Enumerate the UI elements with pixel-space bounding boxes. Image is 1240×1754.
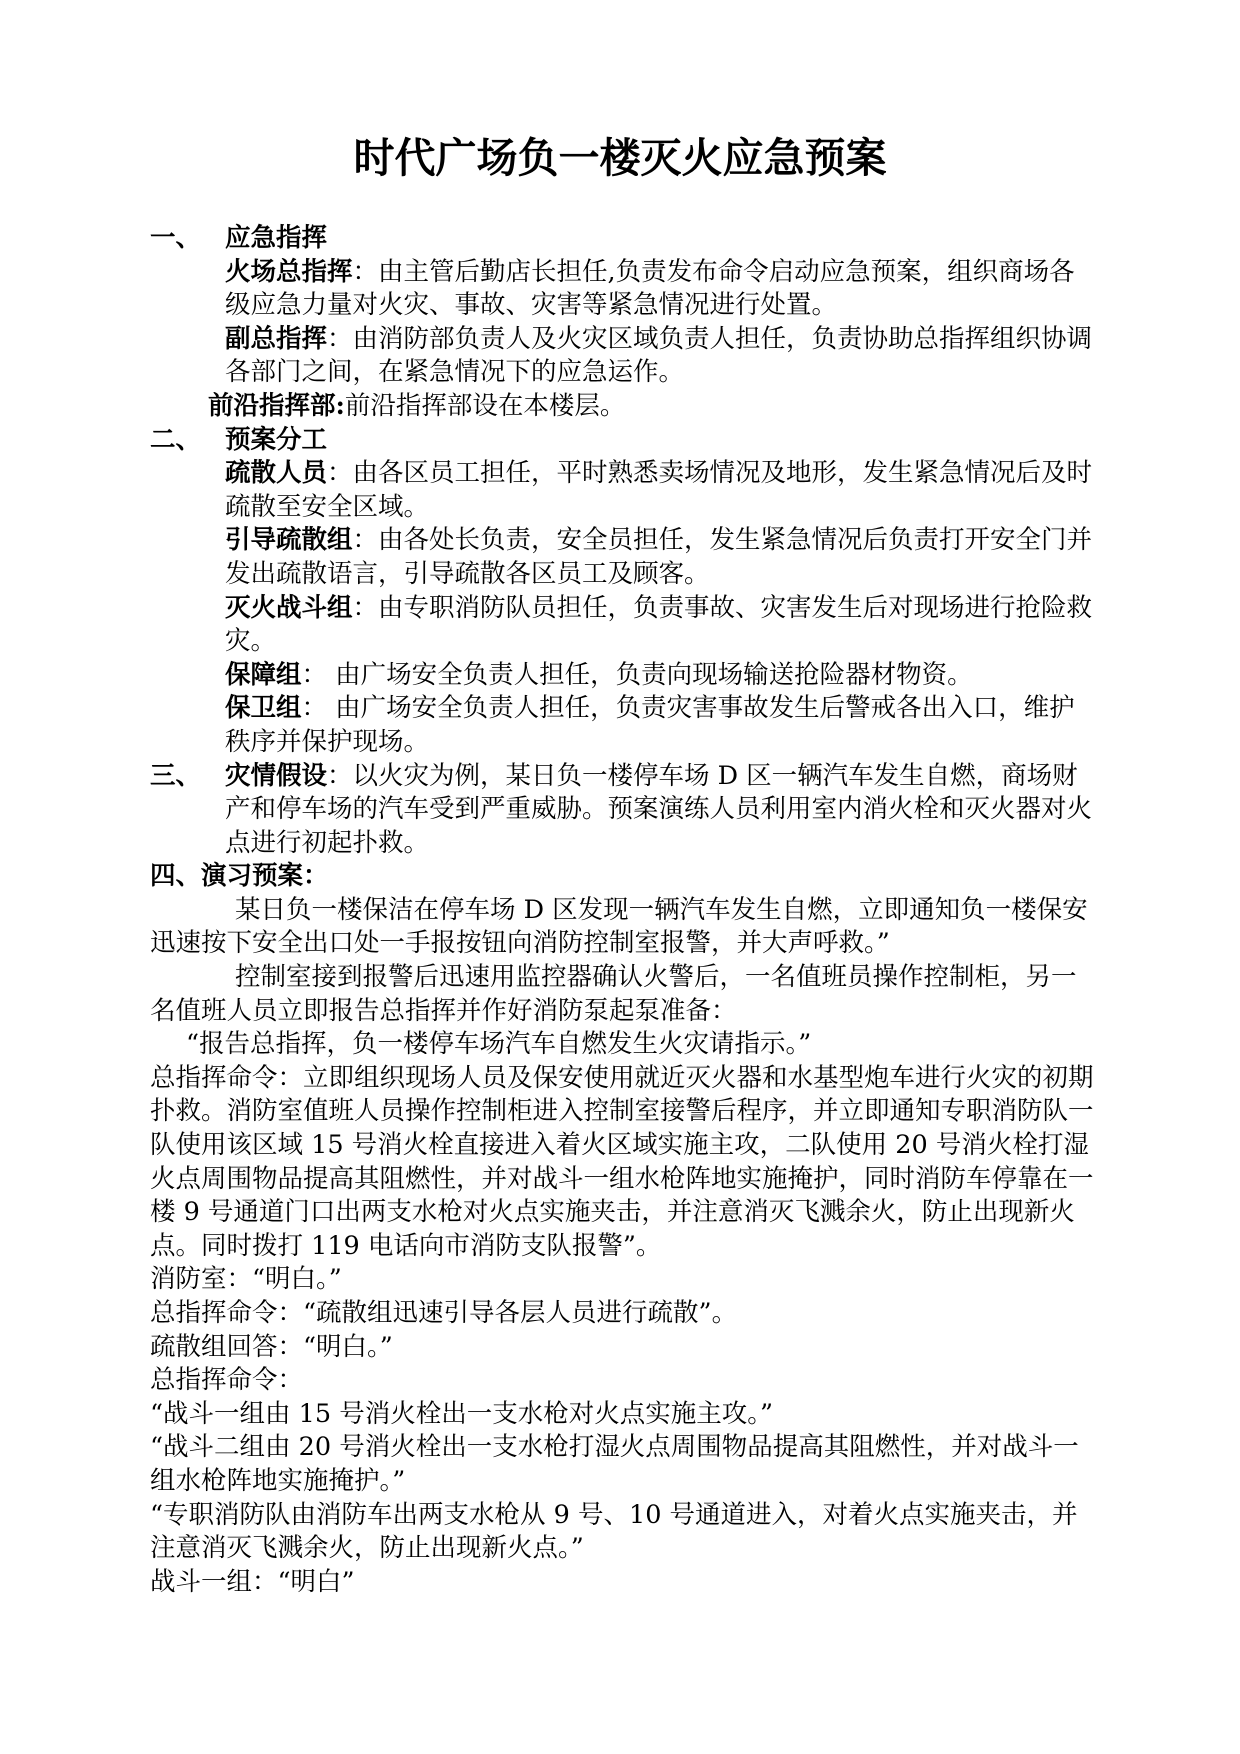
section-command [150, 222, 1100, 424]
document-body [150, 222, 1100, 1599]
drill-report-quote: “报告总指挥，负一楼停车场汽车自燃发生火灾请指示。” [186, 1029, 812, 1060]
drill-order-2: “战斗二组由 20 号消火栓出一支水枪打湿火点周围物品提高其阻燃性，并对战斗一组水枪阵地实施掩护。” [150, 1432, 1079, 1496]
section-number: 三、 [150, 760, 202, 791]
role-security-group [225, 692, 1100, 759]
role-text: ：由各处长负责，安全员担任，发生紧急情况后负责打开安全门并发出疏散语言，引导疏散各区员工及顾客。 [225, 525, 1093, 589]
scenario-label: 灾情假设 [225, 760, 328, 791]
section-drill [150, 860, 1100, 1599]
role-text: ：由主管后勤店长担任,负责发布命令启动应急预案，组织商场各级应急力量对火灾、事故、灾害等紧急情况进行处置。 [225, 256, 1075, 321]
document-title: 时代广场负一楼灭火应急预案 [353, 134, 887, 182]
drill-order-1: “战斗一组由 15 号消火栓出一支水枪对火点实施主攻。” [150, 1398, 773, 1429]
drill-command-2: 总指挥命令：“疏散组迅速引导各层人员进行疏散”。 [150, 1298, 738, 1328]
section-heading: 预案分工 [225, 424, 328, 455]
drill-paragraph-1: 某日负一楼保洁在停车场 D 区发现一辆汽车发生自燃，立即通知负一楼保安迅速按下安全出口处一手报按钮向消防控制室报警，并大声呼救。” [150, 894, 1088, 959]
role-chief-commander [225, 256, 1100, 323]
role-label: 保障组 [225, 659, 302, 690]
role-text: ： 由广场安全负责人担任，负责向现场输送抢险器材物资。 [301, 659, 973, 690]
role-evacuation-staff [225, 457, 1100, 524]
section-number: 二、 [150, 424, 202, 455]
scenario-paragraph [225, 760, 1100, 861]
drill-reply-2: 疏散组回答：“明白。” [150, 1331, 393, 1362]
drill-reply-3: 战斗一组：“明白” [150, 1566, 355, 1597]
role-label: 副总指挥 [225, 323, 328, 354]
role-label: 疏散人员 [225, 458, 328, 489]
drill-command-3: 总指挥命令： [150, 1365, 304, 1396]
role-label: 保卫组 [225, 693, 302, 724]
section-division [150, 424, 1100, 760]
role-text: ：由专职消防队员担任，负责事故、灾害发生后对现场进行抢险救灾。 [225, 592, 1093, 657]
section-heading: 四、演习预案： [150, 861, 329, 892]
role-deputy-commander [225, 323, 1100, 390]
drill-paragraph-2: 控制室接到报警后迅速用监控器确认火警后，一名值班员操作控制柜，另一名值班人员立即报告总指挥并作好消防泵起泵准备： [150, 962, 1077, 1026]
section-heading: 应急指挥 [225, 223, 328, 253]
role-firefighting-group [225, 592, 1100, 659]
role-text: ：由各区员工担任，平时熟悉卖场情况及地形，发生紧急情况后及时疏散至安全区域。 [225, 458, 1093, 522]
role-text: ：由消防部负责人及火灾区域负责人担任，负责协助总指挥组织协调各部门之间，在紧急情况下的应急运作。 [225, 323, 1093, 388]
role-label: 火场总指挥 [225, 256, 353, 287]
drill-command-1: 总指挥命令：立即组织现场人员及保安使用就近灭火器和水基型炮车进行火灾的初期扑救。消防室值班人员操作控制柜进入控制室接警后程序，并立即通知专职消防队一队使用该区域 15 号消火栓直接进入着火区域实施主攻，二队使用 20 号消火栓打湿火点周围物品提高其阻燃性，并对战斗一组水枪阵地实施掩护，同时消防车停靠在一楼 9 号通道门口出两支水枪对火点实施夹击，并注意消灭飞溅余火，防止出现新火点。同时拨打 119 电话向市消防支队报警”。 [150, 1062, 1094, 1261]
role-text: ： 由广场安全负责人担任，负责灾害事故发生后警戒各出入口，维护秩序并保护现场。 [225, 693, 1075, 757]
drill-reply-1: 消防室：“明白。” [150, 1264, 342, 1295]
role-label: 引导疏散组 [225, 525, 353, 556]
drill-order-3: “专职消防队由消防车出两支水枪从 9 号、10 号通道进入，对着火点实施夹击，并注意消灭飞溅余火，防止出现新火点。” [150, 1499, 1078, 1564]
role-support-group [225, 659, 1100, 693]
role-front-command [208, 390, 1100, 424]
section-number: 一、 [150, 223, 202, 253]
section-scenario [150, 760, 1100, 861]
role-guide-group [225, 524, 1100, 591]
role-label: 前沿指挥部: [208, 390, 345, 421]
role-text: 前沿指挥部设在本楼层。 [344, 390, 626, 421]
scenario-text: ：以火灾为例，某日负一楼停车场 D 区一辆汽车发生自燃，商场财产和停车场的汽车受到严重威胁。预案演练人员利用室内消火栓和灭火器对火点进行初起扑救。 [225, 760, 1093, 858]
role-label: 灭火战斗组 [225, 592, 353, 623]
